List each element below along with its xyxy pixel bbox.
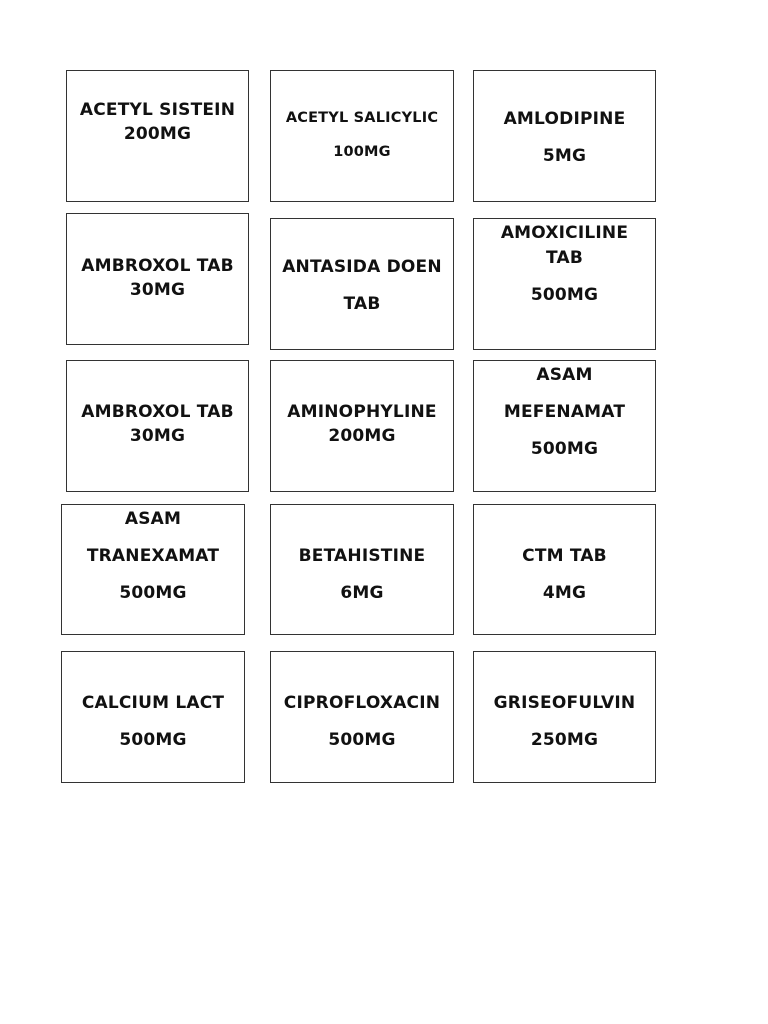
drug-name: TRANEXAMAT (86, 546, 220, 566)
drug-name: ASAM (536, 365, 593, 385)
drug-dose: 5MG (542, 146, 587, 166)
drug-label-ctm-tab (473, 504, 656, 635)
drug-label-asam-mefenamat (473, 360, 656, 492)
drug-dose: 500MG (119, 583, 187, 603)
drug-label-calcium-lact (61, 651, 245, 783)
drug-dose: 200MG (123, 124, 192, 144)
drug-label-antasida-doen (270, 218, 454, 350)
drug-label-griseofulvin (473, 651, 656, 783)
drug-name: BETAHISTINE (298, 546, 426, 566)
drug-dose: 500MG (119, 730, 187, 750)
drug-dose: 500MG (328, 730, 396, 750)
drug-name: AMOXICILINE (500, 223, 629, 243)
drug-label-amoxiciline (473, 218, 656, 350)
drug-name: AMINOPHYLINE (287, 402, 437, 422)
drug-dose: 100MG (333, 144, 391, 160)
drug-label-acetyl-sistein (66, 70, 249, 202)
drug-name: CALCIUM LACT (81, 693, 225, 713)
drug-name: AMLODIPINE (503, 109, 626, 129)
drug-name: ACETYL SALICYLIC (285, 110, 439, 126)
drug-dose: 4MG (542, 583, 587, 603)
drug-name: AMBROXOL TAB (81, 256, 234, 276)
drug-name: ANTASIDA DOEN (282, 257, 442, 277)
drug-name: MEFENAMAT (503, 402, 626, 422)
drug-label-ambroxol-tab (66, 213, 249, 345)
drug-name: ASAM (124, 509, 182, 529)
drug-name: CTM TAB (522, 546, 607, 566)
drug-form: TAB (343, 294, 381, 314)
drug-dose: 30MG (129, 426, 186, 446)
drug-name: CIPROFLOXACIN (283, 693, 441, 713)
drug-name: AMBROXOL TAB (81, 402, 234, 422)
drug-name: GRISEOFULVIN (493, 693, 636, 713)
drug-dose: 200MG (328, 426, 396, 446)
drug-dose: 500MG (530, 285, 599, 305)
drug-label-ciprofloxacin (270, 651, 454, 783)
drug-name: ACETYL SISTEIN (79, 100, 236, 120)
drug-label-aminophyline (270, 360, 454, 492)
drug-label-betahistine (270, 504, 454, 635)
drug-dose: 30MG (129, 280, 186, 300)
drug-label-asam-tranexamat (61, 504, 245, 635)
drug-dose: 500MG (530, 439, 599, 459)
drug-form: TAB (546, 248, 583, 268)
drug-label-amlodipine (473, 70, 656, 202)
drug-label-acetyl-salicylic (270, 70, 454, 202)
drug-dose: 6MG (340, 583, 384, 603)
drug-label-ambroxol-tab (66, 360, 249, 492)
drug-dose: 250MG (530, 730, 599, 750)
